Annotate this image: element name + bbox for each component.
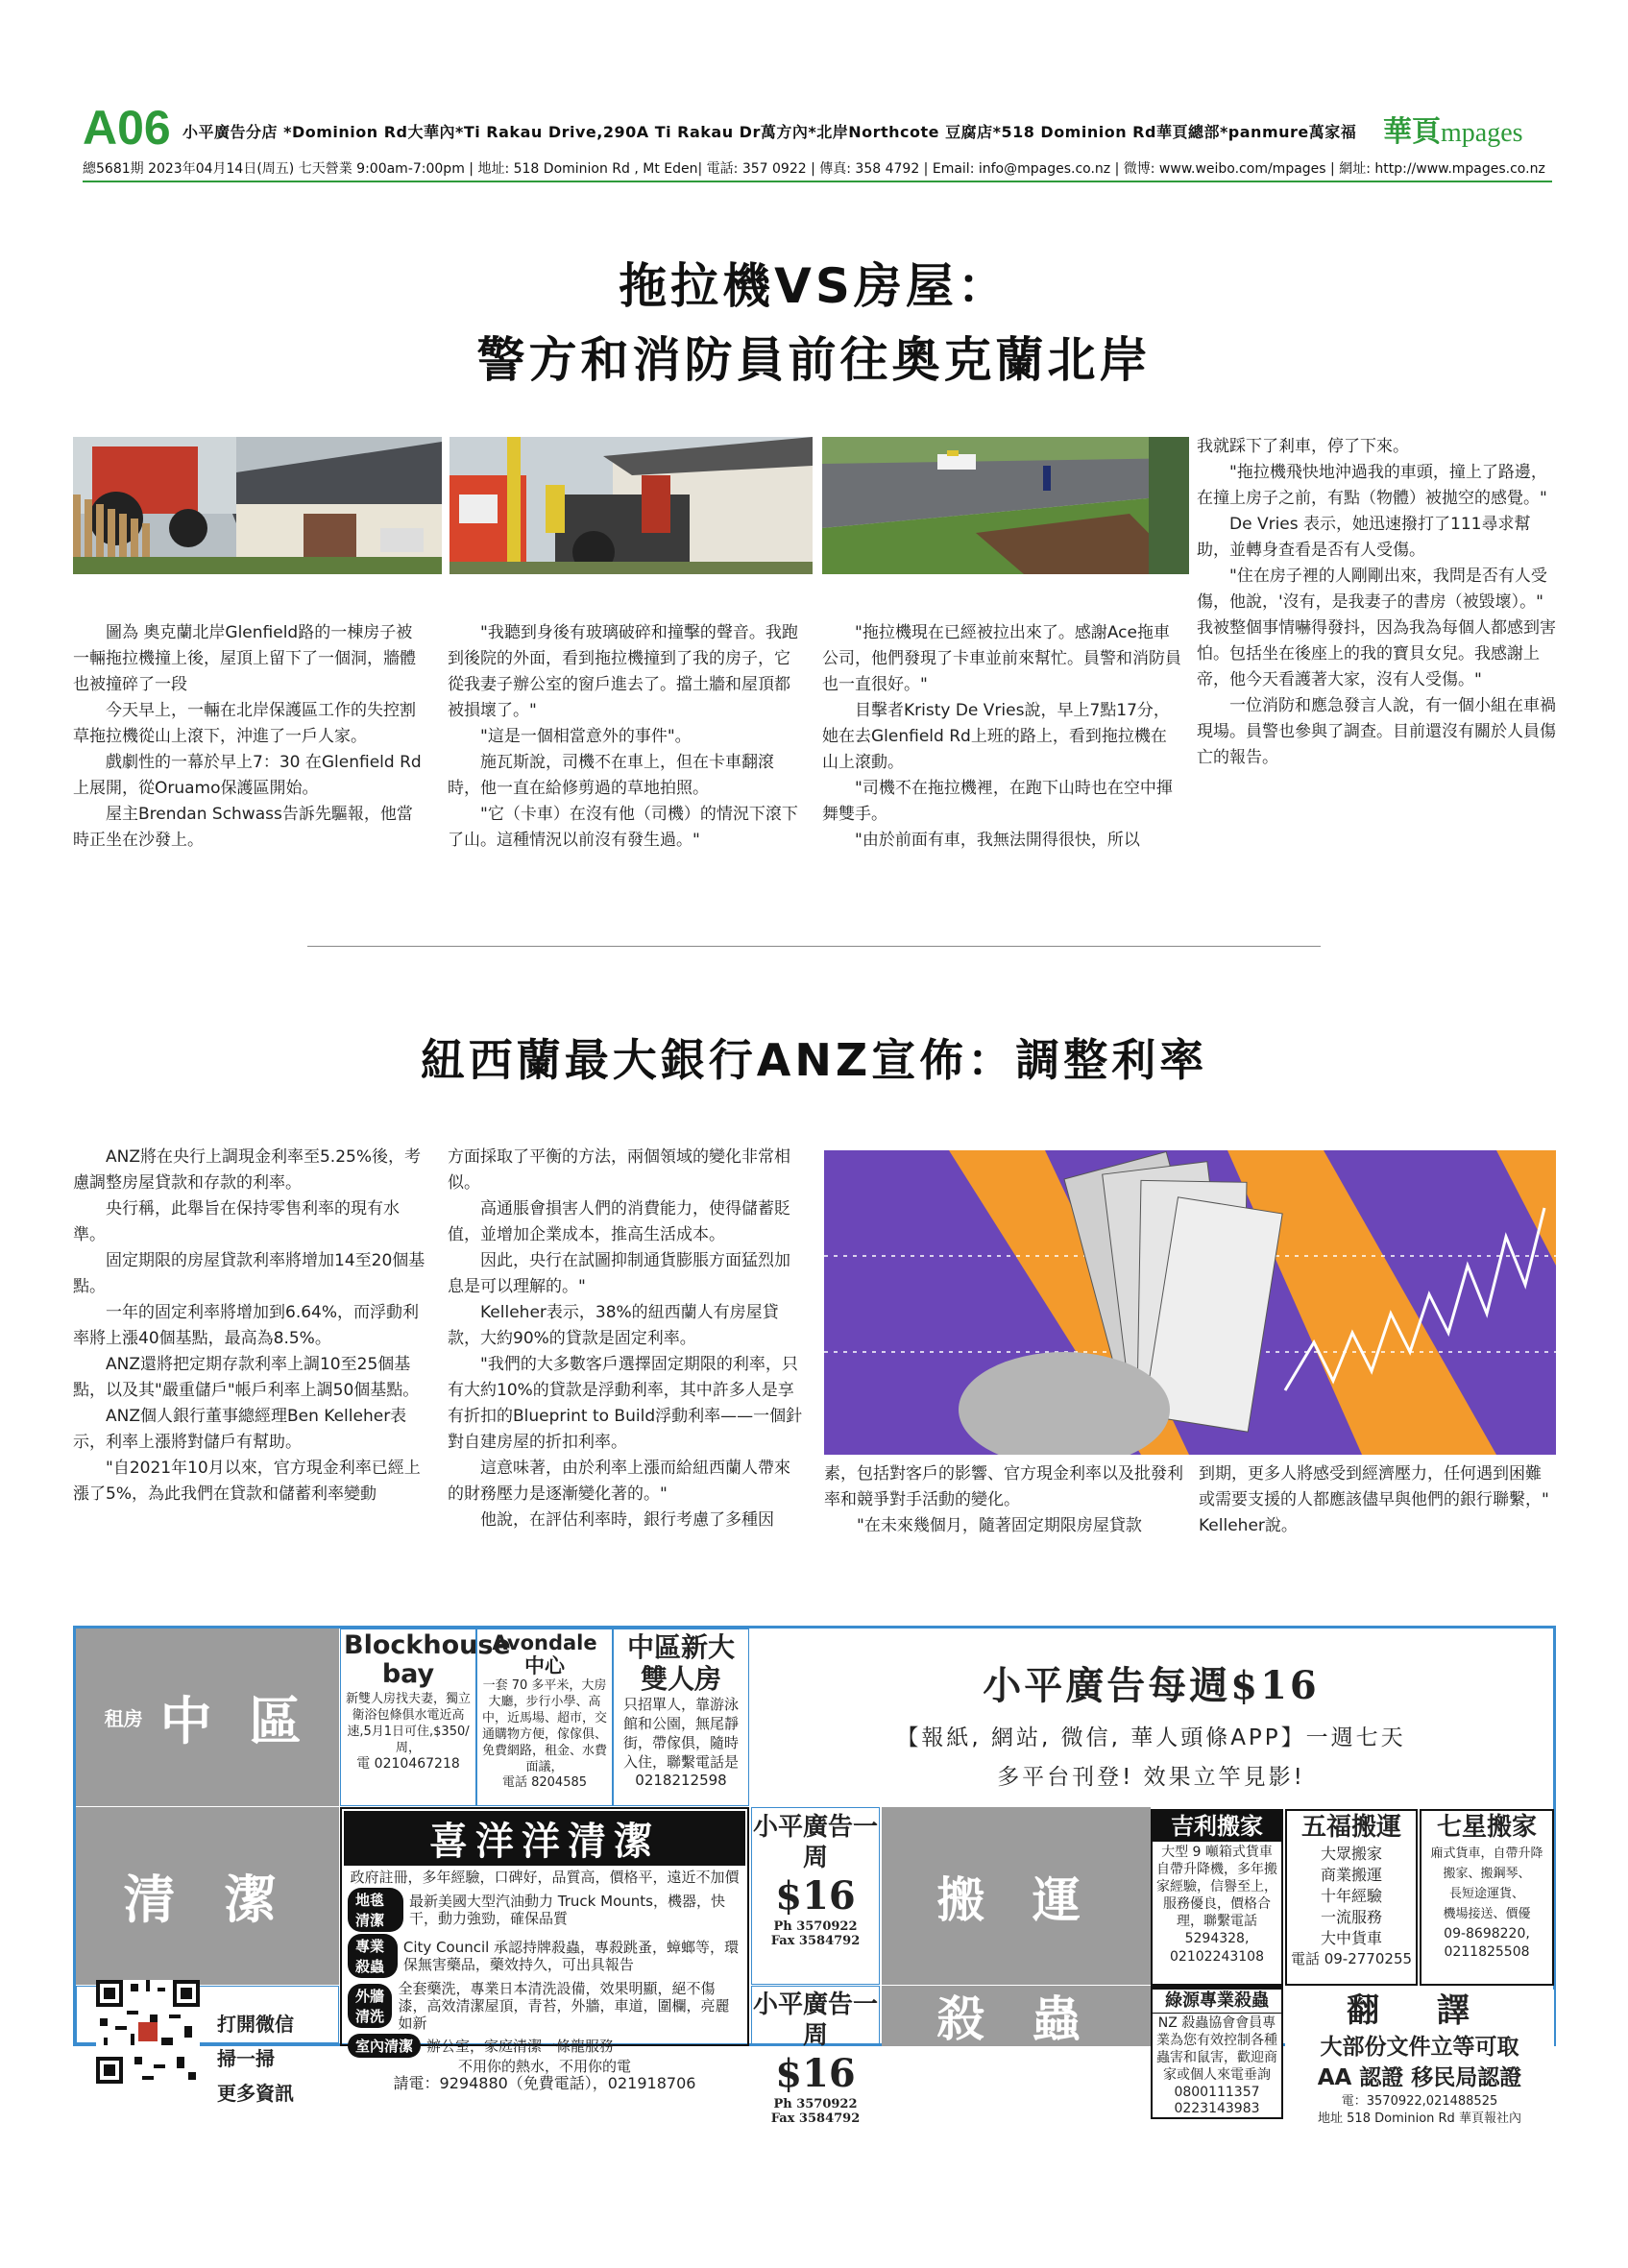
ad-body: 新雙人房找夫妻，獨立衛浴包條俱水電近高速,5月1日可住,$350/周， <box>345 1692 471 1755</box>
ad-small-2 <box>751 1990 880 2126</box>
logo-cn: 華頁 <box>1383 116 1441 148</box>
paragraph: 這意味著，由於利率上漲而給紐西蘭人帶來的財務壓力是逐漸變化著的。" <box>448 1459 790 1504</box>
paragraph: 一位消防和應急發言人說，有一個小組在車禍現場。員警也參與了調查。目前還沒有關於人員傷亡的報告。 <box>1197 696 1556 767</box>
rent-category <box>76 1629 339 1806</box>
article1-title-line1: 拖拉機VS房屋： <box>619 258 1009 314</box>
moving-category: 搬 運 <box>882 1807 1151 1985</box>
promo-line2: 多平台刊登! 效果立竿見影! <box>997 1765 1305 1790</box>
rent-label: 租房 <box>104 1707 143 1730</box>
ad-phone: 電話 8204585 <box>501 1775 588 1790</box>
paragraph: De Vries 表示，她迅速撥打了111尋求幫助，並轉身查看是否有人受傷。 <box>1197 515 1531 560</box>
paragraph: 到期，更多人將感受到經濟壓力，任何遇到困難或需要支援的人都應該儘早與他們的銀行聯繫，" Kelleher說。 <box>1199 1464 1549 1535</box>
rent-area: 中 區 <box>159 1691 311 1751</box>
photo-tractor-house <box>73 437 442 574</box>
ad-line: 大眾搬家 <box>1320 1845 1382 1863</box>
ad-phone: 電話 09-2770255 <box>1290 1950 1413 1967</box>
paragraph: 我就踩下了剎車，停了下來。 <box>1197 437 1409 456</box>
text-indoor: 辦公室，家庭清潔一條龍服務 <box>426 2037 615 2055</box>
tag-pest: 專業殺蟲 <box>348 1934 398 1978</box>
paragraph: 素，包括對客戶的影響、官方現金利率以及批發利率和競爭對手活動的變化。 <box>824 1464 1183 1509</box>
paragraph: "司機不在拖拉機裡，在跑下山時也在空中揮舞雙手。 <box>822 779 1173 824</box>
ad-price: $16 <box>775 1873 856 1918</box>
tag-indoor: 室內清潔 <box>348 2034 421 2058</box>
ad-blockhouse <box>340 1629 511 1806</box>
article2-title: 紐西蘭最大銀行ANZ宣佈：調整利率 <box>420 1034 1208 1086</box>
ad-phone: 0218212598 <box>635 1772 727 1789</box>
clean-category: 清 潔 <box>76 1807 339 1985</box>
ad-jili-moving <box>1151 1809 1283 1986</box>
ad-title: 吉利搬家 <box>1153 1811 1281 1842</box>
article1-col2 <box>448 620 805 854</box>
logo-en: mpages <box>1441 118 1523 148</box>
paragraph: ANZ還將把定期存款利率上調10至25個基點，以及其"嚴重儲戶"帳戶利率上調50個基點。 <box>73 1355 420 1400</box>
paragraph: ANZ將在央行上調現金利率至5.25%後，考慮調整房屋貸款和存款的利率。 <box>73 1147 421 1193</box>
paragraph: "自2021年10月以來，官方現金利率已經上漲了5%，為此我們在貸款和儲蓄利率變動 <box>73 1459 421 1504</box>
branch-list: 小平廣告分店 *Dominion Rd大華內*Ti Rakau Drive,290A Ti Rakau Dr萬方內*北岸Northcote 豆腐店*518 Dominion Rd華頁總部*panmure萬家福 <box>182 123 1357 141</box>
article1-title-line2: 警方和消防員前往奧克蘭北岸 <box>476 332 1152 388</box>
text-pest: City Council 承認持牌殺蟲，專殺跳蚤，蟑螂等，環保無害藥品，藥效持久，可出具報告 <box>402 1939 740 1973</box>
tag-carpet: 地毯清潔 <box>348 1888 403 1932</box>
ad-central-room <box>613 1629 749 1806</box>
page-number: A06 <box>83 101 171 155</box>
paragraph: 高通脹會損害人們的消費能力，使得儲蓄貶值，並增加企業成本，推高生活成本。 <box>448 1199 790 1244</box>
ad-fax: Fax 3584792 <box>770 1934 861 1948</box>
photo-road-scene <box>822 437 1189 574</box>
text-carpet: 最新美國大型汽油動力 Truck Mounts，機器，快干，動力強勁，確保品質 <box>409 1893 725 1927</box>
ad-phone: 02102243108 <box>1170 1949 1264 1965</box>
ad-title: 喜洋洋清潔 <box>344 1811 745 1866</box>
promo-line1: 【報紙, 網站, 微信, 華人頭條APP】一週七天 <box>896 1725 1406 1750</box>
ad-body: 大型 9 噸箱式貨車自帶升降機，多年搬家經驗，信譽至上，服務優良，價格合理，聯繫電話 5294328, <box>1156 1845 1277 1946</box>
article2-col2 <box>448 1145 805 1533</box>
article1-col4 <box>1197 434 1556 771</box>
paragraph: 央行稱，此舉旨在保持零售利率的現有水準。 <box>73 1199 400 1244</box>
ad-ph: Ph 3570922 <box>773 1919 858 1934</box>
ad-body: 一套 70 多平米，大房大廳，步行小學、高中，近馬場、超市，交通購物方便，傢傢俱、免費網路，租金、水費面議， <box>481 1678 607 1774</box>
wechat-line3: 更多資訊 <box>217 2082 294 2105</box>
ad-phone: 09-8698220, <box>1444 1926 1530 1942</box>
ad-phone: 電 0210467218 <box>356 1756 460 1772</box>
tag-wall: 外牆清洗 <box>348 1984 392 2028</box>
ad-title: 綠源專業殺蟲 <box>1153 1990 1281 2014</box>
paragraph: "拖拉機飛快地沖過我的車頭，撞上了路邊，在撞上房子之前，有點（物體）被拋空的感覺。" <box>1197 463 1547 508</box>
paragraph: 方面採取了平衡的方法，兩個領域的變化非常相似。 <box>448 1147 790 1193</box>
ad-phone: 0800111357 <box>1174 2085 1260 2100</box>
wechat-line1: 打開微信 <box>217 2013 294 2036</box>
ad-line1: 大部份文件立等可取 <box>1320 2035 1519 2060</box>
paragraph: 固定期限的房屋貸款利率將增加14至20個基點。 <box>73 1251 425 1296</box>
paragraph: "拖拉機現在已經被拉出來了。感謝Ace拖車公司，他們發現了卡車並前來幫忙。員警和消防員也一直很好。" <box>822 623 1181 694</box>
section-divider <box>307 946 1321 947</box>
paragraph: Kelleher表示，38%的紐西蘭人有房屋貸款，大約90%的貸款是固定利率。 <box>448 1303 779 1348</box>
ad-line: 商業搬運 <box>1320 1866 1382 1884</box>
paragraph: "我們的大多數客戶選擇固定期限的利率，只有大約10%的貸款是浮動利率，其中許多人是享有折扣的Blueprint to Build浮動利率——一個針對自建房屋的折扣利率。 <box>448 1355 803 1452</box>
paragraph: "由於前面有車，我無法開得很快，所以 <box>855 831 1140 850</box>
ad-title: 五福搬運 <box>1300 1813 1401 1842</box>
ad-phone: 0223143983 <box>1174 2101 1260 2116</box>
article1-col1 <box>73 620 428 854</box>
ad-line2: AA 認證 移民局認證 <box>1317 2065 1522 2090</box>
ad-qixing-moving <box>1420 1809 1554 1986</box>
ad-line: 長短途運貨、 <box>1448 1887 1524 1901</box>
money-illustration <box>824 1150 1556 1455</box>
pest-label: 殺 蟲 <box>936 1991 1096 2047</box>
ad-line: 十年經驗 <box>1320 1887 1382 1905</box>
article2-col4 <box>1199 1461 1556 1539</box>
paragraph: "在未來幾個月，隨著固定期限房屋貸款 <box>857 1516 1142 1535</box>
ad-price: $16 <box>775 2051 856 2096</box>
ad-title: Avondale 中心 <box>492 1631 597 1677</box>
ad-body: NZ 殺蟲協會會員專業為您有效控制各種蟲害和鼠害，歡迎商家或個人來電垂詢 <box>1156 2015 1277 2083</box>
footer1: 不用你的熱水，不用你的電 <box>457 2058 631 2075</box>
paragraph: 施瓦斯說，司機不在車上，但在卡車翻滾時，他一直在給修剪過的草地拍照。 <box>448 753 774 798</box>
ad-title: Blockhouse bay <box>344 1630 511 1689</box>
ad-phone: 電：3570922,021488525 <box>1341 2094 1498 2109</box>
article2-col1 <box>73 1145 428 1508</box>
wechat-line2: 掃一掃 <box>217 2047 275 2070</box>
ad-intro: 政府註冊，多年經驗，口碑好，品質高，價格平，遠近不加價 <box>350 1869 740 1886</box>
paragraph: 因此，央行在試圖抑制通貨膨脹方面猛烈加息是可以理解的。" <box>448 1251 790 1296</box>
paragraph: 目擊者Kristy De Vries說，早上7點17分，她在去Glenfield Rd上班的路上，看到拖拉機在山上滾動。 <box>822 701 1170 772</box>
photo-tow-truck <box>450 437 813 574</box>
ad-lvyuan-pest <box>1151 1988 1283 2119</box>
paragraph: "這是一個相當意外的事件"。 <box>480 727 692 746</box>
paragraph: "它（卡車）在沒有他（司機）的情況下滾下了山。這種情況以前沒有發生過。" <box>448 805 798 850</box>
paragraph: 他說，在評估利率時，銀行考慮了多種因 <box>480 1510 774 1530</box>
mpages-logo <box>1383 108 1523 150</box>
ad-title: 七星搬家 <box>1436 1813 1537 1842</box>
wechat-text <box>217 2007 294 2111</box>
ad-title: 小平廣告一周 <box>752 1991 878 2050</box>
ad-title: 中區新大雙人房 <box>626 1631 735 1695</box>
ad-line: 大中貨車 <box>1320 1929 1382 1947</box>
ad-line: 一流服務 <box>1320 1908 1382 1926</box>
text-wall: 全套藥洗，專業日本清洗設備，效果明顯，絕不傷漆，高效清潔屋頂，青苔，外牆，車道，圍欄，亮麗如新 <box>398 1980 730 2032</box>
article2-col3 <box>824 1461 1183 1539</box>
paragraph: 屋主Brendan Schwass告訴先驅報，他當時正坐在沙發上。 <box>73 805 413 850</box>
ad-title: 小平廣告一周 <box>752 1813 878 1872</box>
paragraph: 戲劇性的一幕於早上7：30 在Glenfield Rd上展開，從Oruamo保護區開始。 <box>73 753 422 798</box>
footer2: 請電：9294880（免費電話），021918706 <box>393 2074 696 2092</box>
ad-ph: Ph 3570922 <box>773 2097 858 2111</box>
ad-avondale <box>476 1629 613 1806</box>
ad-phone: 0211825508 <box>1444 1944 1530 1960</box>
ad-fax: Fax 3584792 <box>770 2111 861 2126</box>
paragraph: "我聽到身後有玻璃破碎和撞擊的聲音。我跑到後院的外面，看到拖拉機撞到了我的房子，它從我妻子辦公室的窗戶進去了。擋土牆和屋頂都被損壞了。" <box>448 623 798 720</box>
ad-body: 只招單人，靠游泳館和公園，無尾靜街，帶傢俱，隨時入住，聯繫電話是 <box>622 1696 739 1771</box>
ad-line: 機場接送、價優 <box>1443 1907 1531 1921</box>
ad-wufu-moving <box>1285 1809 1418 1986</box>
ad-line: 廂式貨車，自帶升降 <box>1430 1846 1543 1861</box>
header-rule <box>83 181 1552 182</box>
ad-small-1 <box>751 1807 880 1985</box>
paragraph: 今天早上，一輛在北岸保護區工作的失控割草拖拉機從山上滾下，沖進了一戶人家。 <box>73 701 416 746</box>
paragraph: ANZ個人銀行董事總經理Ben Kelleher表示，利率上漲將對儲戶有幫助。 <box>73 1407 407 1452</box>
ad-translate <box>1285 1990 1554 2127</box>
ad-addr: 地址 518 Dominion Rd 華頁報社內 <box>1318 2111 1521 2126</box>
promo-title: 小平廣告每週$16 <box>983 1663 1320 1708</box>
qr-code[interactable] <box>96 1980 200 2084</box>
issue-info: 總5681期 2023年04月14日(周五) 七天營業 9:00am-7:00pm | 地址: 518 Dominion Rd , Mt Eden| 電話: 357 0922 | 傳真: 358 4792 | Email: info@mpages.co.nz | 微博: www.weibo.com/mpages | 網址: http://www.mpages.co.nz <box>83 161 1545 177</box>
paragraph: 一年的固定利率將增加到6.64%，而浮動利率將上漲40個基點，最高為8.5%。 <box>73 1303 420 1348</box>
promo-panel <box>749 1629 1553 1806</box>
ad-title: 翻 譯 <box>1347 1991 1493 2030</box>
ad-line: 搬家、搬鋼琴、 <box>1443 1867 1531 1881</box>
article1-col3 <box>822 620 1181 854</box>
ad-xiyangyang-clean <box>340 1807 749 2092</box>
paragraph: 圖為 奧克蘭北岸Glenfield路的一棟房子被一輛拖拉機撞上後，屋頂上留下了一個洞，牆體也被撞碎了一段 <box>73 623 416 694</box>
paragraph: "住在房子裡的人剛剛出來，我問是否有人受傷，他說，'沒有，是我妻子的書房（被毀壞）。" 我被整個事情嚇得發抖，因為我為每個人都感到害怕。包括坐在後座上的我的寶貝女兒。我感謝上帝，他今天看護著大家，沒有人受傷。" <box>1197 567 1556 689</box>
